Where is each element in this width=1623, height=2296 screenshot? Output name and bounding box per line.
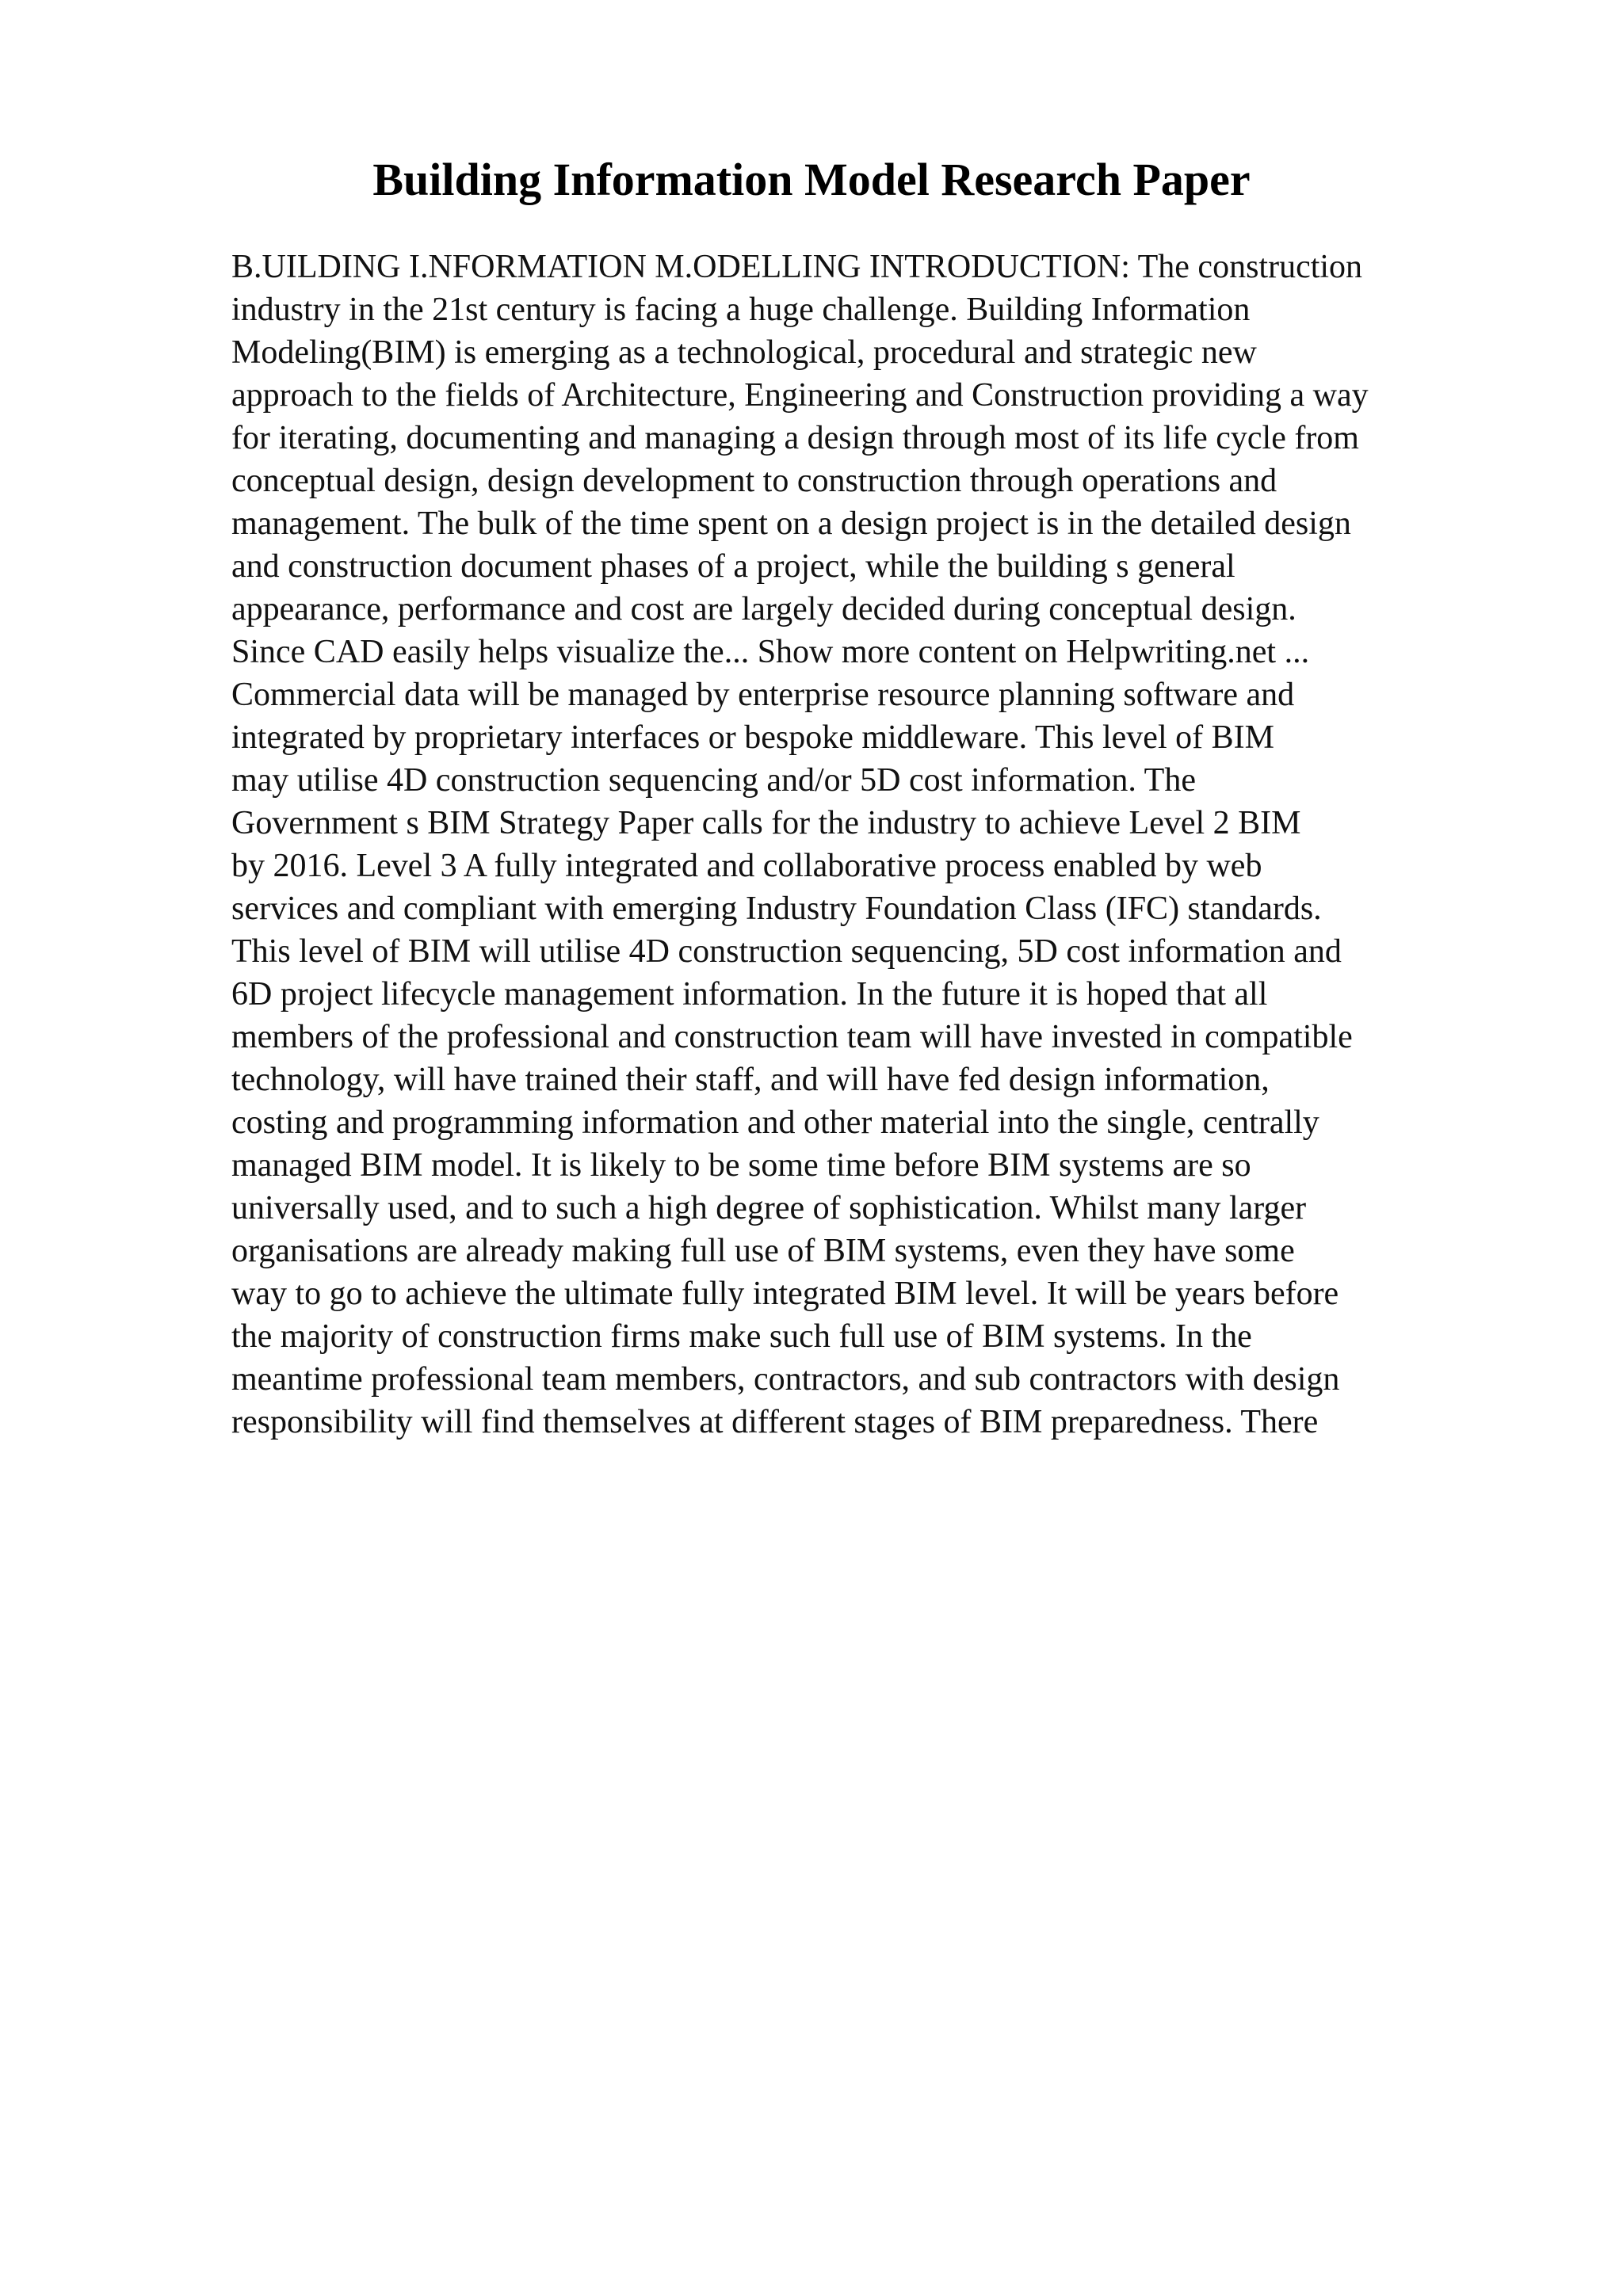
body-line: industry in the 21st century is facing a huge challenge. Building Information — [231, 292, 1251, 328]
body-line: organisations are already making full use of BIM systems, even they have some — [231, 1233, 1295, 1269]
body-line: approach to the fields of Architecture, Engineering and Construction providing a way — [231, 377, 1369, 414]
body-line: managed BIM model. It is likely to be some time before BIM systems are so — [231, 1147, 1251, 1184]
body-line: 6D project lifecycle management information. In the future it is hoped that all — [231, 976, 1268, 1013]
body-line: Commercial data will be managed by enterprise resource planning software and — [231, 677, 1295, 713]
body-line: universally used, and to such a high degree of sophistication. Whilst many larger — [231, 1190, 1307, 1226]
body-line: responsibility will find themselves at different stages of BIM preparedness. There — [231, 1404, 1319, 1440]
body-line: B.UILDING I.NFORMATION M.ODELLING INTRODUCTION: The construction — [231, 249, 1363, 285]
body-line: management. The bulk of the time spent on a design project is in the detailed design — [231, 505, 1351, 542]
body-line: way to go to achieve the ultimate fully integrated BIM level. It will be years before — [231, 1276, 1339, 1312]
body-line: Modeling(BIM) is emerging as a technological, procedural and strategic new — [231, 334, 1257, 371]
document-title: Building Information Model Research Paper — [372, 154, 1251, 205]
body-line: integrated by proprietary interfaces or bespoke middleware. This level of BIM — [231, 719, 1274, 756]
body-line: services and compliant with emerging Industry Foundation Class (IFC) standards. — [231, 891, 1322, 927]
body-line: appearance, performance and cost are largely decided during conceptual design. — [231, 591, 1296, 627]
body-line: may utilise 4D construction sequencing and/or 5D cost information. The — [231, 762, 1196, 799]
body-line: conceptual design, design development to construction through operations and — [231, 463, 1277, 499]
body-line: Government s BIM Strategy Paper calls for the industry to achieve Level 2 BIM — [231, 805, 1301, 841]
body-line: Since CAD easily helps visualize the... Show more content on Helpwriting.net ... — [231, 634, 1310, 670]
body-line: and construction document phases of a project, while the building s general — [231, 548, 1235, 585]
body-line: for iterating, documenting and managing a design through most of its life cycle from — [231, 420, 1359, 456]
body-line: This level of BIM will utilise 4D construction sequencing, 5D cost information and — [231, 933, 1342, 970]
body-line: members of the professional and construction team will have invested in compatible — [231, 1019, 1353, 1055]
body-line: by 2016. Level 3 A fully integrated and collaborative process enabled by web — [231, 848, 1262, 884]
body-line: the majority of construction firms make such full use of BIM systems. In the — [231, 1318, 1252, 1355]
body-line: technology, will have trained their staff, and will have fed design information, — [231, 1062, 1270, 1098]
body-line: costing and programming information and other material into the single, centrally — [231, 1104, 1319, 1141]
document-body — [231, 246, 1531, 1444]
body-line: meantime professional team members, contractors, and sub contractors with design — [231, 1361, 1340, 1398]
